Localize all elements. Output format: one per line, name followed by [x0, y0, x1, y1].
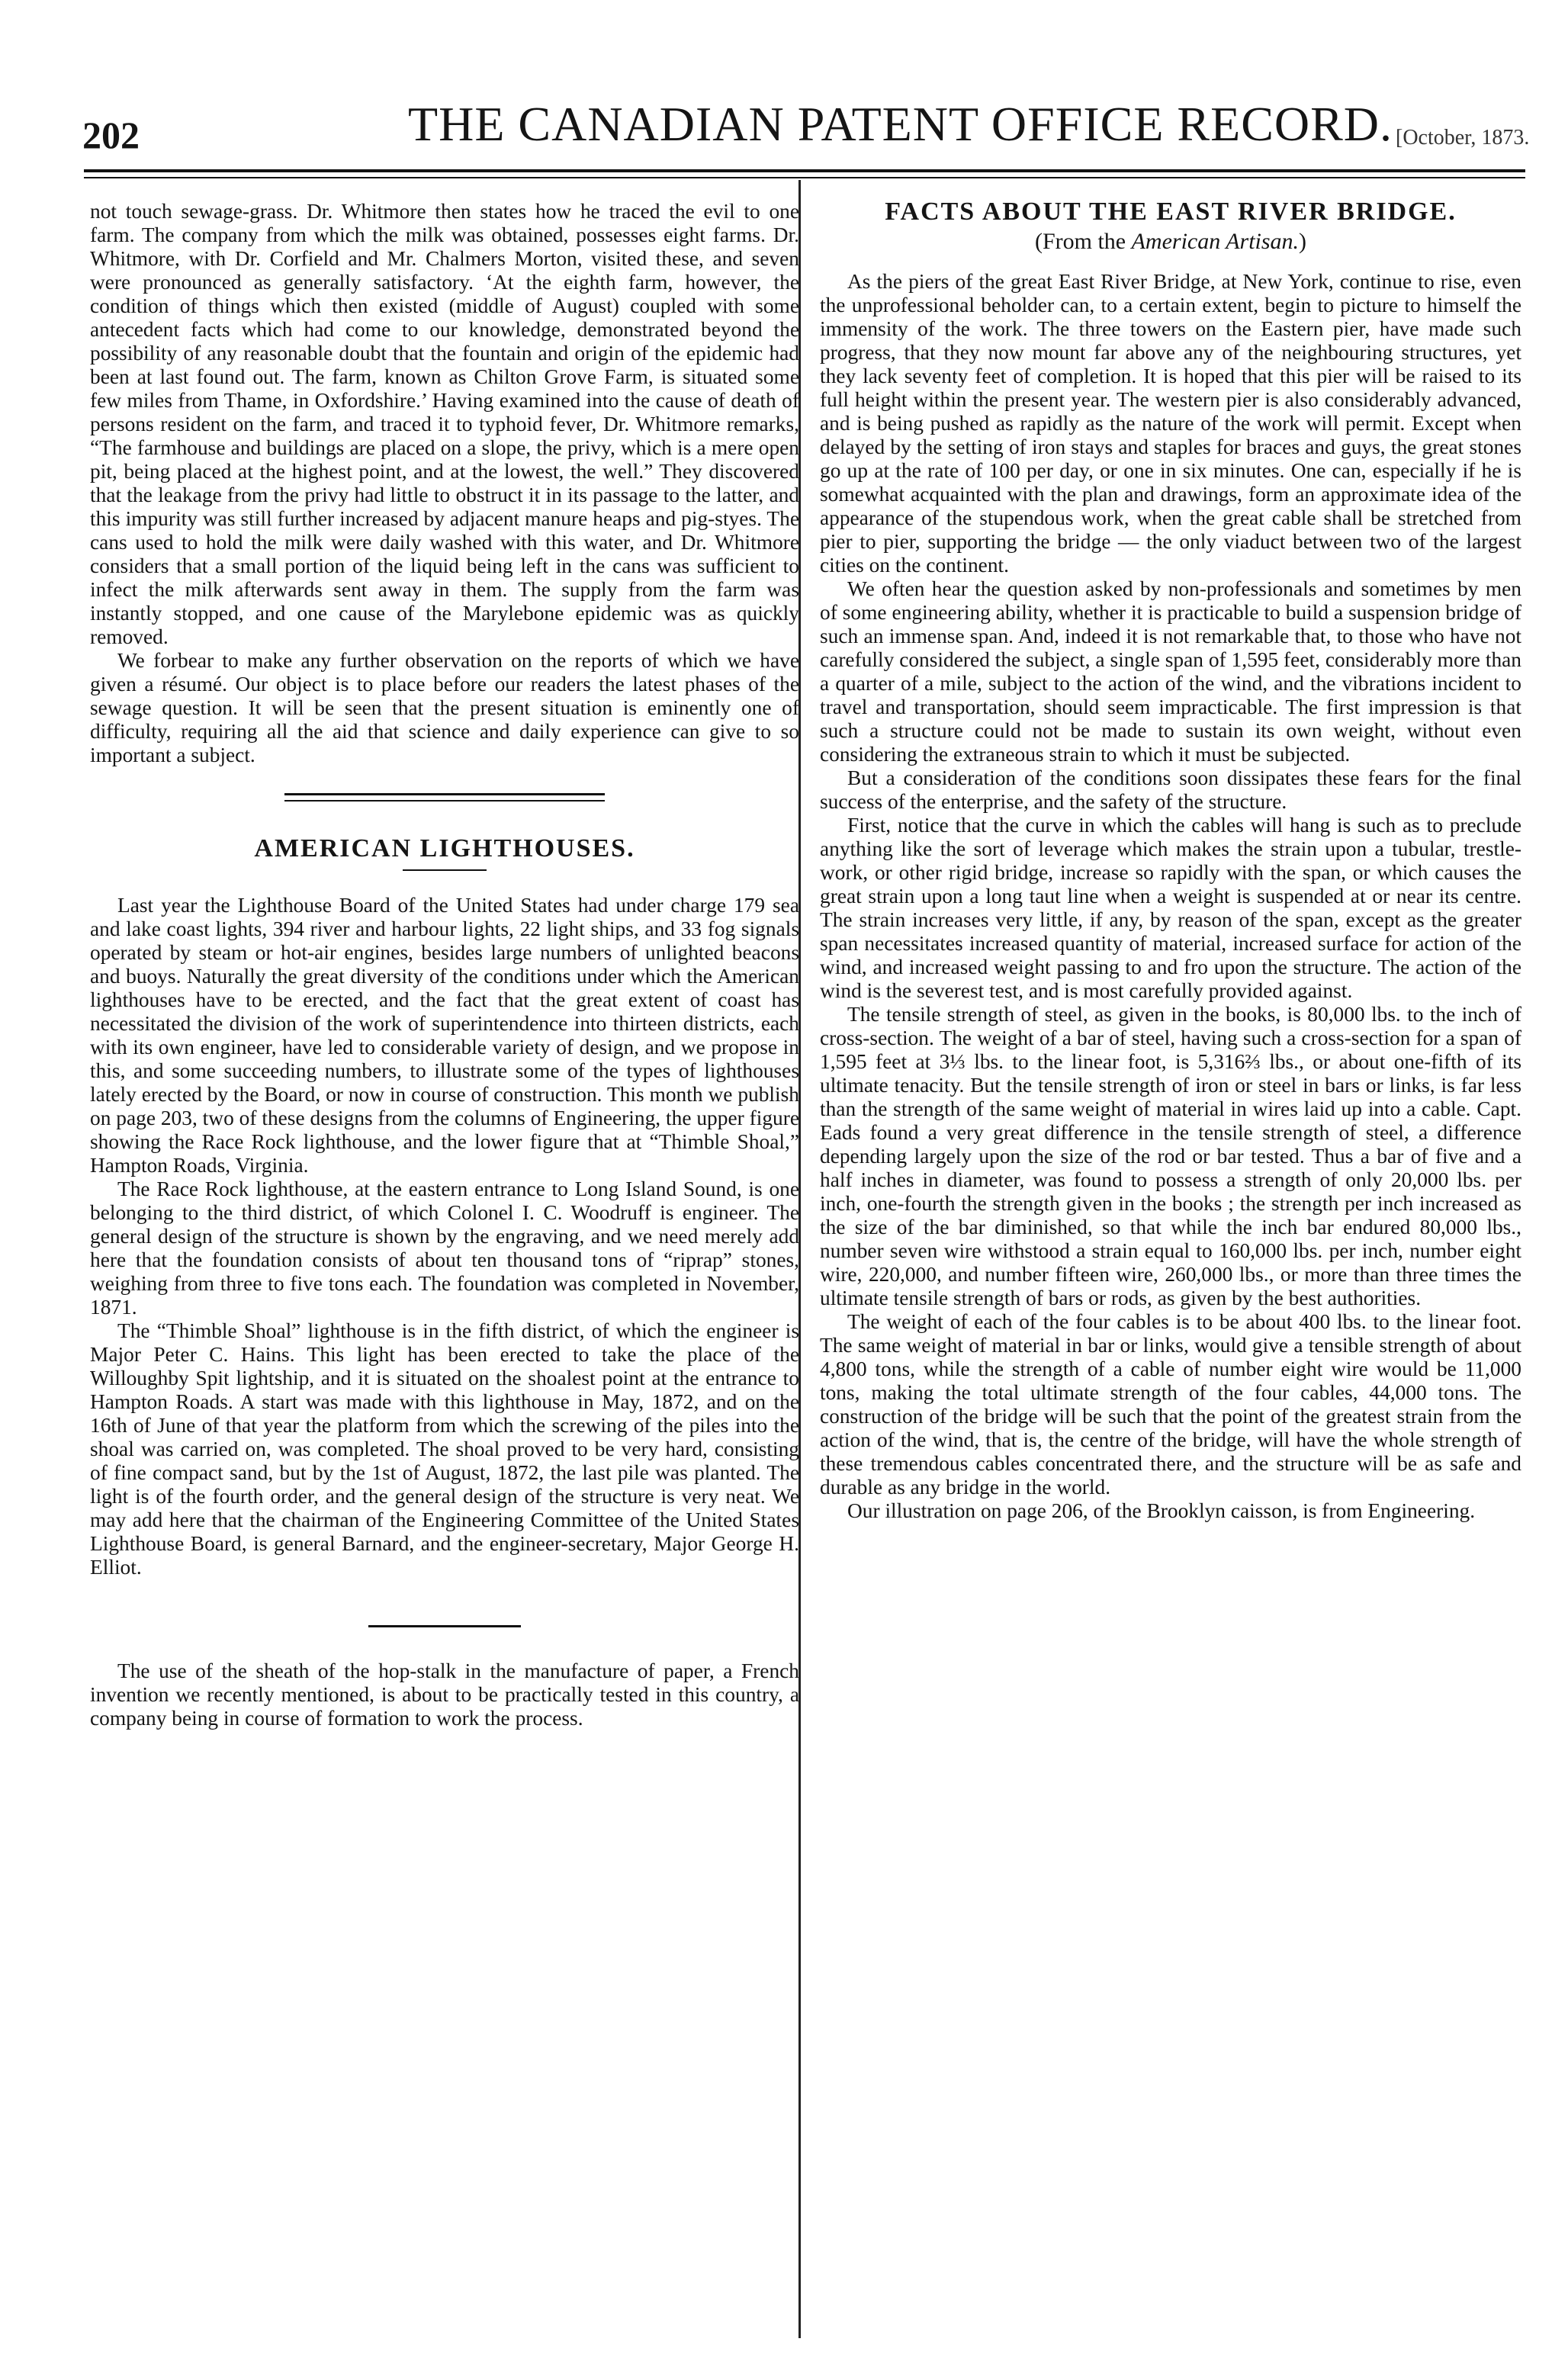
article-title: AMERICAN LIGHTHOUSES. [254, 834, 635, 863]
section-divider [368, 1625, 521, 1627]
issue-date: [October, 1873. [1396, 126, 1530, 149]
header-rule [84, 169, 1525, 172]
article-source [820, 230, 1521, 253]
article-paragraph: The Race Rock lighthouse, at the eastern entrance to Long Island Sound, is one belonging to the third district, of which Colonel I. C. Woodruff is engineer. The general design of the structure is shown by the engraving, and we need merely add here that the foundation consists of about ten thousand tons of “riprap” stones, weighing from three to five tons each. The foundation was completed in November, 1871. [90, 1177, 799, 1319]
hop-stalk-note: The use of the sheath of the hop-stalk in the manufacture of paper, a French invention we recently mentioned, is about to be practically tested in this country, a company being in course of formation to work the process. [90, 1659, 799, 1730]
article-paragraph: As the piers of the great East River Bridge, at New York, continue to rise, even the unprofessional beholder can, to a certain extent, begin to picture to himself the immensity of the work. The three towers on the Eastern pier, have made such progress, that they now mount far above any of the neighbouring structures, yet they lack seventy feet of completion. It is hoped that this pier will be raised to its full height within the present year. The western pier is also considerably advanced, and is being pushed as rapidly as the nature of the work will permit. Except when delayed by the setting of iron stays and staples for braces and guys, the great stones go up at the rate of 100 per day, or one in six minutes. One can, especially if he is somewhat acquainted with the plan and drawings, form an approximate idea of the appearance of the stupendous work, when the great cable shall be stretched from pier to pier, supporting the bridge — the only viaduct between two of the largest cities on the continent. [820, 270, 1521, 577]
lighthouses-article [90, 834, 799, 1579]
source-name: American Artisan. [1131, 229, 1300, 254]
title-rule [403, 869, 487, 871]
article-paragraph: Last year the Lighthouse Board of the United States had under charge 179 sea and lake coast lights, 394 river and harbour lights, 22 light ships, and 33 fog signals operated by steam or hot-air engines, besides large numbers of unlighted beacons and buoys. Naturally the great diversity of the conditions under which the American lighthouses have to be erected, and the fact that the great extent of coast has necessitated the division of the work of superintendence into thirteen districts, each with its own engineer, have led to considerable variety of design, and we propose in this, and some succeeding numbers, to illustrate some of the types of lighthouses lately erected by the Board, or now in course of construction. This month we publish on page 203, two of these designs from the columns of Engineering, the upper figure showing the Race Rock lighthouse, and the lower figure that at “Thimble Shoal,” Hampton Roads, Virginia. [90, 894, 799, 1177]
source-prefix: (From the [1034, 229, 1126, 254]
article-paragraph: We often hear the question asked by non-professionals and sometimes by men of some engineering ability, whether it is practicable to build a suspension bridge of such an immense span. And, indeed it is not remarkable that, to those who have not carefully considered the subject, a single span of 1,595 feet, considerably more than a quarter of a mile, subject to the action of the wind, and the vibrations incident to travel and transportation, should seem impracticable. The first impression is that such a structure could not be made to sustain its own weight, without even considering the extraneous strain to which it must be subjected. [820, 577, 1521, 766]
running-title: THE CANADIAN PATENT OFFICE RECORD. [408, 97, 1393, 151]
header-rule-thin [84, 177, 1525, 178]
section-divider [284, 793, 605, 802]
article-paragraph: First, notice that the curve in which the cables will hang is such as to preclude anything like the sort of leverage which makes the strain upon a tubular, trestle-work, or other rigid bridge, increase so rapidly with the span, or which causes the great strain upon a long taut line when a weight is suspended at or near its centre. The strain increases very little, if any, by reason of the span, except as the greater span necessitates increased quantity of material, increased surface for action of the wind, and increased weight passing to and fro upon the structure. The action of the wind is the severest test, and is most carefully provided against. [820, 814, 1521, 1002]
page-number: 202 [82, 114, 140, 156]
article-paragraph: We forbear to make any further observation on the reports of which we have given a résumé. Our object is to place before our readers the latest phases of the sewage question. It will be seen that the present situation is eminently one of difficulty, requiring all the aid that science and daily experience can give to so important a subject. [90, 649, 799, 766]
source-suffix: ) [1299, 229, 1307, 254]
left-column [90, 200, 799, 1730]
article-paragraph: not touch sewage-grass. Dr. Whitmore then states how he traced the evil to one farm. The company from which the milk was obtained, possesses eight farms. Dr. Whitmore, with Dr. Corfield and Mr. Chalmers Morton, visited these, and seven were pronounced as generally satisfactory. ‘At the eighth farm, however, the condition of things which then existed (middle of August) coupled with some antecedent facts which had come to our knowledge, demonstrated beyond the possibility of any reasonable doubt that the fountain and origin of the epidemic had been at last found out. The farm, known as Chilton Grove Farm, is situated some few miles from Thame, in Oxfordshire.’ Having examined into the cause of death of persons resident on the farm, and traced it to typhoid fever, Dr. Whitmore remarks, “The farmhouse and buildings are placed on a slope, the privy, which is a mere open pit, being placed at the highest point, and at the lowest, the well.” They discovered that the leakage from the privy had little to obstruct it in its passage to the latter, and this impurity was still further increased by adjacent manure heaps and pig-styes. The cans used to hold the milk were daily washed with this water, and Dr. Whitmore considers that a small portion of the liquid being left in the cans was sufficient to infect the milk afterwards sent away in them. The supply from the farm was instantly stopped, and one cause of the Marylebone epidemic was as quickly removed. [90, 200, 799, 648]
article-paragraph: The “Thimble Shoal” lighthouse is in the fifth district, of which the engineer is Major Peter C. Hains. This light has been erected to take the place of the Willoughby Spit lightship, and it is situated on the shoalest point at the entrance to Hampton Roads. A start was made with this lighthouse in May, 1872, and on the 16th of June of that year the platform from which the screwing of the piles into the shoal was carried on, was completed. The shoal proved to be very hard, consisting of fine compact sand, but by the 1st of August, 1872, the last pile was planted. The light is of the fourth order, and the general design of the structure is very neat. We may add here that the chairman of the Engineering Committee of the United States Lighthouse Board, is general Barnard, and the engineer-secretary, Major George H. Elliot. [90, 1319, 799, 1579]
right-column [820, 200, 1521, 1523]
article-title: FACTS ABOUT THE EAST RIVER BRIDGE. [885, 198, 1457, 226]
article-paragraph: The tensile strength of steel, as given in the books, is 80,000 lbs. to the inch of cross-section. The weight of a bar of steel, having such a cross-section for a span of 1,595 feet at 3⅓ lbs. to the linear foot, is 5,316⅔ lbs., or about one-fifth of its ultimate tenacity. But the tensile strength of iron or steel in bars or links, is far less than the strength of the same weight of material in wires laid up into a cable. Capt. Eads found a very great difference in the tensile strength of steel, a difference depending largely upon the size of the rod or bar tested. Thus a bar of five and a half inches in diameter, was found to possess a strength of only 20,000 lbs. per inch, one-fourth the strength given in the books ; the strength per inch increased as the size of the bar diminished, so that while the inch bar endured 80,000 lbs., number seven wire withstood a strain equal to 160,000 lbs. per inch, number eight wire, 220,000, and number fifteen wire, 260,000 lbs., or more than three times the ultimate tensile strength of bars or rods, as given by the best authorities. [820, 1003, 1521, 1309]
page-header [0, 0, 1568, 156]
article-paragraph: But a consideration of the conditions soon dissipates these fears for the final success of the enterprise, and the safety of the structure. [820, 766, 1521, 813]
article-paragraph: The weight of each of the four cables is to be about 400 lbs. to the linear foot. The same weight of material in bar or links, would give a tensible strength of about 4,800 tons, while the strength of a cable of number eight wire would be 11,000 tons, making the total ultimate strength of the four cables, 44,000 tons. The construction of the bridge will be such that the point of the greatest strain from the action of the wind, that is, the centre of the bridge, will have the whole strength of these tremendous cables concentrated there, and the structure will be as safe and durable as any bridge in the world. [820, 1310, 1521, 1499]
article-paragraph: Our illustration on page 206, of the Brooklyn caisson, is from Engineering. [847, 1499, 1476, 1522]
sewage-article [90, 200, 799, 767]
